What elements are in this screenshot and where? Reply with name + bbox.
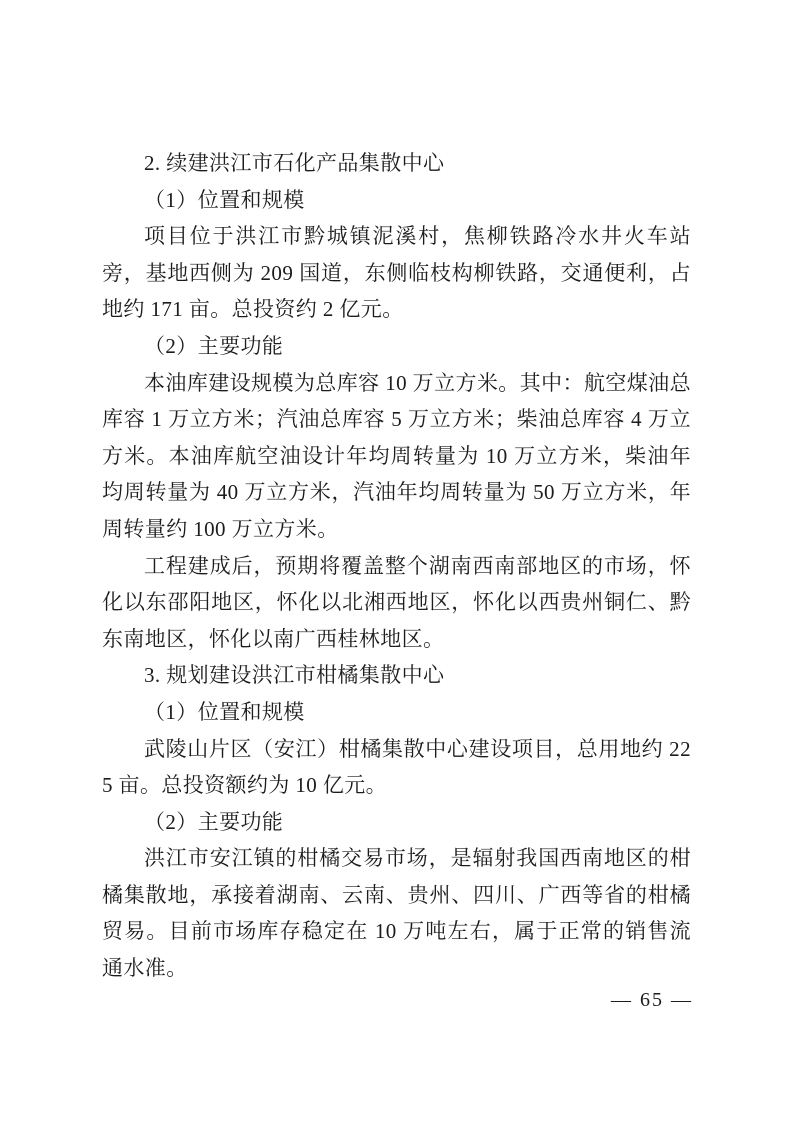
subheading-3-2: （2）主要功能	[144, 809, 284, 834]
paragraph-location-scale-3: 武陵山片区（安江）柑橘集散中心建设项目，总用地约 225 亩。总投资额约为 10 亿元。	[102, 736, 691, 798]
subheading-2-1: （1）位置和规模	[144, 187, 305, 212]
page-number-footer	[611, 988, 693, 1012]
paragraph-market-coverage: 工程建成后，预期将覆盖整个湖南西南部地区的市场，怀化以东邵阳地区，怀化以北湘西地区，怀化以西贵州铜仁、黔东南地区，怀化以南广西桂林地区。	[102, 553, 691, 651]
document-body	[102, 145, 691, 987]
section-heading-2: 2. 续建洪江市石化产品集散中心	[144, 151, 445, 175]
subheading-3-1: （1）位置和规模	[144, 699, 305, 724]
paragraph-location-scale-2: 项目位于洪江市黔城镇泥溪村，焦柳铁路冷水井火车站旁，基地西侧为 209 国道，东侧临枝构柳铁路，交通便利，占地约 171 亩。总投资约 2 亿元。	[102, 224, 691, 322]
section-heading-3: 3. 规划建设洪江市柑橘集散中心	[144, 663, 445, 688]
paragraph-citrus-market: 洪江市安江镇的柑橘交易市场，是辐射我国西南地区的柑橘集散地，承接着湖南、云南、贵州、四川、广西等省的柑橘贸易。目前市场库存稳定在 10 万吨左右，属于正常的销售流通水准。	[102, 846, 691, 981]
page-number: — 65 —	[611, 989, 693, 1011]
paragraph-oil-depot: 本油库建设规模为总库容 10 万立方米。其中：航空煤油总库容 1 万立方米；汽油总库容 5 万立方米；柴油总库容 4 万立方米。本油库航空油设计年均周转量为 10 万立方米，柴油年均周转量为 40 万立方米，汽油年均周转量为 50 万立方米，年周转量约 100 万立方米。	[102, 370, 691, 541]
subheading-2-2: （2）主要功能	[144, 333, 284, 358]
